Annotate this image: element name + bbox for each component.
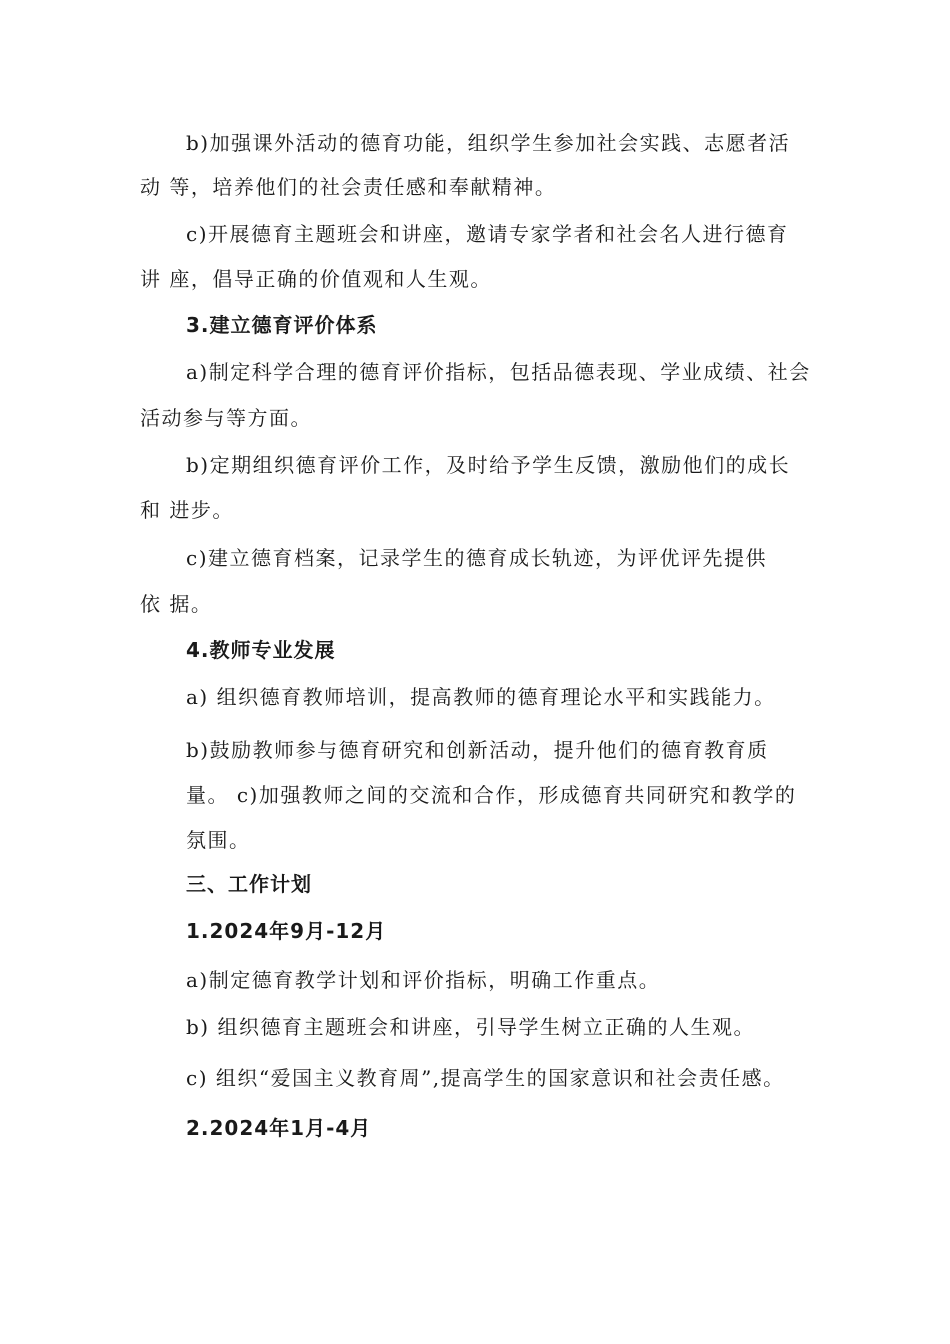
paragraph-b-teacher-research-line3: 氛围。: [186, 828, 251, 852]
plan1-item-b: b) 组织德育主题班会和讲座，引导学生树立正确的人生观。: [186, 1015, 755, 1039]
paragraph-b-evaluation-line2: 和 进步。: [140, 498, 234, 522]
paragraph-b-extracurricular-line1: b)加强课外活动的德育功能，组织学生参加社会实践、志愿者活: [186, 131, 791, 155]
plan-period-1-heading: 1.2024年9月-12月: [186, 919, 387, 943]
plan1-item-c: c) 组织“爱国主义教育周”,提高学生的国家意识和社会责任感。: [186, 1066, 785, 1090]
section-heading-4: 4.教师专业发展: [186, 638, 336, 662]
plan1-item-a: a)制定德育教学计划和评价指标，明确工作重点。: [186, 968, 661, 992]
paragraph-c-classmeeting-line1: c)开展德育主题班会和讲座，邀请专家学者和社会名人进行德育: [186, 222, 789, 246]
paragraph-b-teacher-research-line1: b)鼓励教师参与德育研究和创新活动，提升他们的德育教育质: [186, 738, 769, 762]
paragraph-c-archive-line2: 依 据。: [140, 592, 213, 616]
paragraph-a-evaluation-line2: 活动参与等方面。: [140, 406, 312, 430]
paragraph-c-archive-line1: c)建立德育档案，记录学生的德育成长轨迹，为评优评先提供: [186, 546, 768, 570]
section-heading-3: 3.建立德育评价体系: [186, 313, 378, 337]
paragraph-b-evaluation-line1: b)定期组织德育评价工作，及时给予学生反馈，激励他们的成长: [186, 453, 791, 477]
paragraph-c-classmeeting-line2: 讲 座，倡导正确的价值观和人生观。: [140, 267, 492, 291]
paragraph-b-teacher-research-line2: 量。 c)加强教师之间的交流和合作，形成德育共同研究和教学的: [186, 783, 797, 807]
paragraph-a-teacher-training: a) 组织德育教师培训，提高教师的德育理论水平和实践能力。: [186, 685, 776, 709]
plan-period-2-heading: 2.2024年1月-4月: [186, 1116, 372, 1140]
paragraph-a-evaluation-line1: a)制定科学合理的德育评价指标，包括品德表现、学业成绩、社会: [186, 360, 811, 384]
work-plan-heading: 三、工作计划: [186, 872, 312, 896]
paragraph-b-extracurricular-line2: 动 等，培养他们的社会责任感和奉献精神。: [140, 175, 557, 199]
